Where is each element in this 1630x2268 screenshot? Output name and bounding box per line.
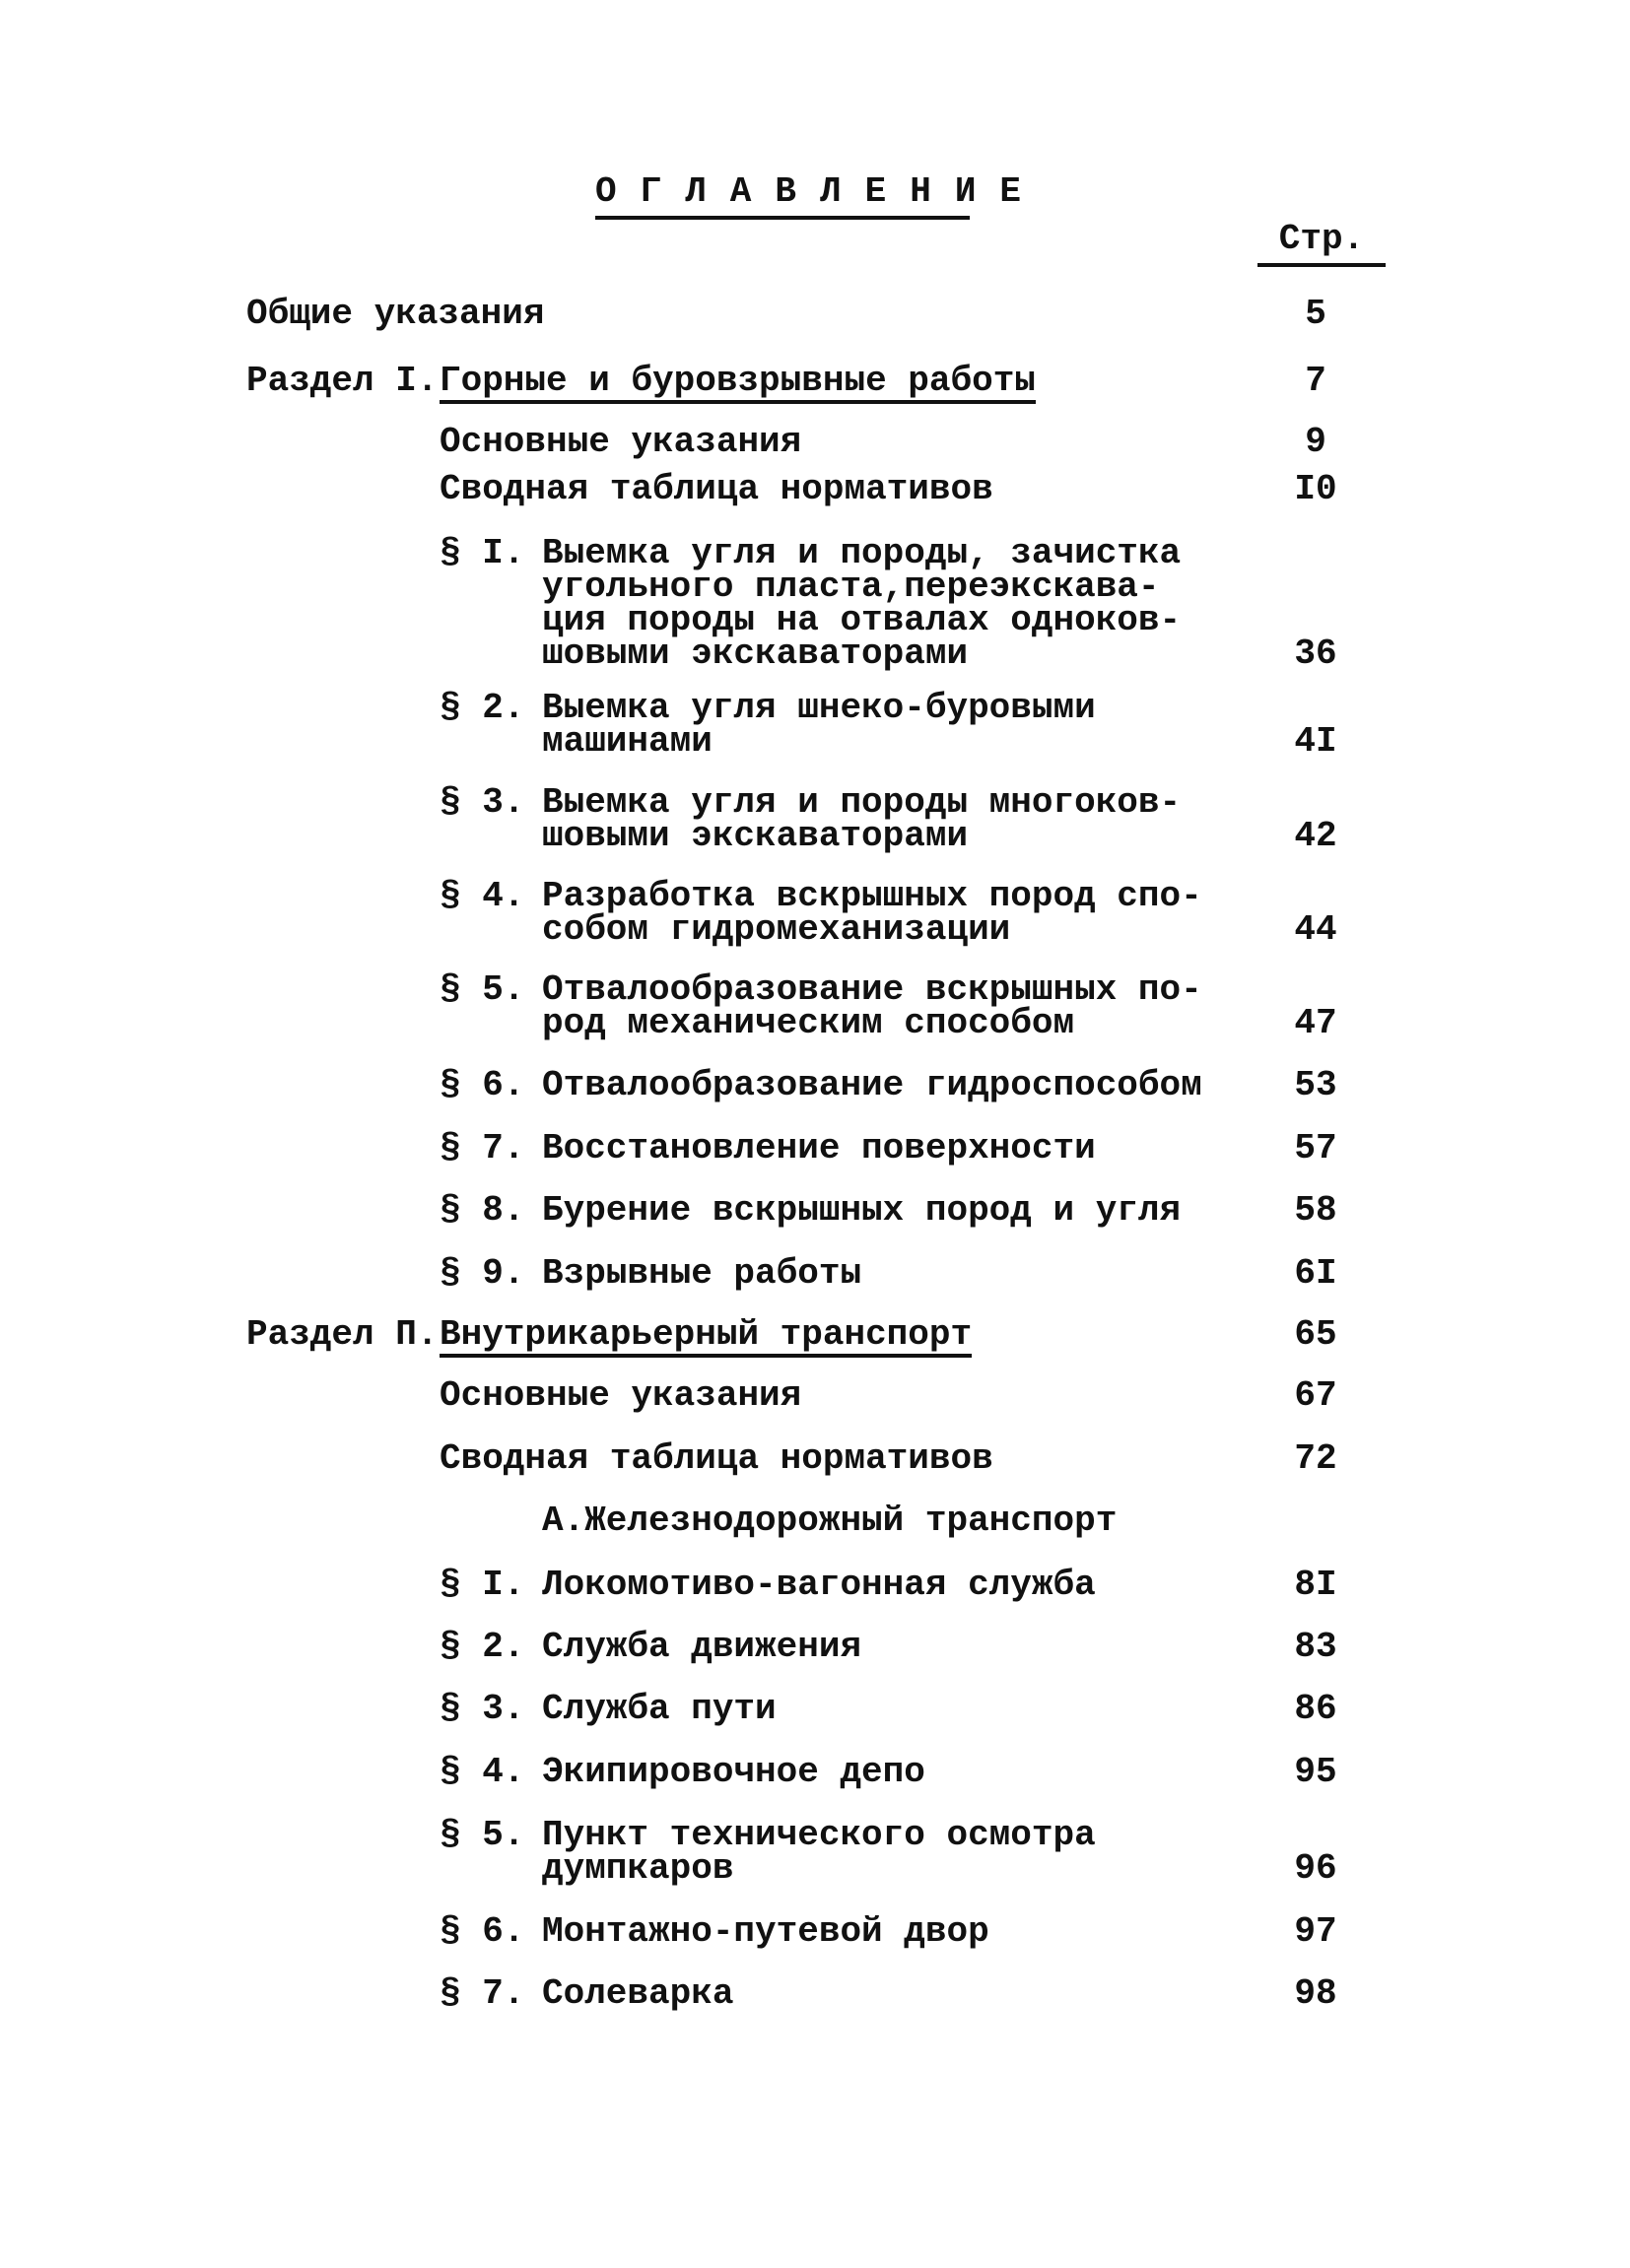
toc-entry-text: Выемка угля и породы, зачистка угольного пласта,переэкскава- ция породы на отвалах одноков- шовыми экскаваторами bbox=[542, 533, 1182, 674]
paragraph-symbol: § 3. bbox=[440, 782, 525, 823]
toc-page-number: 44 bbox=[1294, 909, 1337, 950]
paragraph-symbol: § 4. bbox=[440, 1752, 525, 1792]
paragraph-symbol: § 8. bbox=[440, 1190, 525, 1231]
page-title: ОГЛАВЛЕНИЕ bbox=[595, 171, 970, 220]
paragraph-symbol: § 6. bbox=[440, 1065, 525, 1105]
paragraph-symbol: § I. bbox=[440, 1565, 525, 1605]
toc-page-number: 65 bbox=[1294, 1314, 1337, 1355]
toc-page-number: 98 bbox=[1294, 1973, 1337, 2014]
toc-page-number: 53 bbox=[1294, 1065, 1337, 1105]
toc-entry-text: Общие указания bbox=[246, 294, 545, 334]
toc-page-number: 97 bbox=[1294, 1911, 1337, 1952]
toc-page-number: 9 bbox=[1305, 422, 1326, 462]
toc-page-number: 58 bbox=[1294, 1190, 1337, 1231]
group-heading-text: А.Железнодорожный транспорт bbox=[542, 1501, 1118, 1541]
paragraph-symbol: § I. bbox=[440, 533, 525, 573]
toc-page-number: 96 bbox=[1294, 1848, 1337, 1889]
toc-entry-text: Отвалообразование вскрышных по- род механическим способом bbox=[542, 969, 1202, 1043]
paragraph-symbol: § 2. bbox=[440, 688, 525, 728]
paragraph-symbol: § 9. bbox=[440, 1253, 525, 1294]
toc-entry-text: Сводная таблица нормативов bbox=[440, 1438, 993, 1479]
toc-page-number: 86 bbox=[1294, 1689, 1337, 1729]
section-title: Внутрикарьерный транспорт bbox=[440, 1318, 972, 1358]
toc-entry-text: Взрывные работы bbox=[542, 1253, 862, 1294]
toc-page-number: 57 bbox=[1294, 1128, 1337, 1168]
toc-page-number: 95 bbox=[1294, 1752, 1337, 1792]
paragraph-symbol: § 3. bbox=[440, 1689, 525, 1729]
toc-page-number: 8I bbox=[1294, 1565, 1337, 1605]
toc-entry-text: Основные указания bbox=[440, 422, 802, 462]
toc-page-number: 83 bbox=[1294, 1627, 1337, 1667]
toc-entry-text: Отвалообразование гидроспособом bbox=[542, 1065, 1202, 1105]
toc-page-number: I0 bbox=[1294, 469, 1337, 509]
toc-entry-text: Выемка угля и породы многоков- шовыми экскаваторами bbox=[542, 782, 1182, 856]
toc-page-number: 4I bbox=[1294, 721, 1337, 762]
paragraph-symbol: § 7. bbox=[440, 1128, 525, 1168]
toc-entry-text: Пункт технического осмотра думпкаров bbox=[542, 1815, 1096, 1889]
section-label: Раздел П. bbox=[246, 1314, 439, 1355]
toc-page-number: 42 bbox=[1294, 816, 1337, 856]
section-title: Горные и буровзрывные работы bbox=[440, 365, 1036, 404]
paragraph-symbol: § 2. bbox=[440, 1627, 525, 1667]
toc-entry-text: Солеварка bbox=[542, 1973, 734, 2014]
toc-page-number: 6I bbox=[1294, 1253, 1337, 1294]
section-label: Раздел I. bbox=[246, 361, 439, 401]
toc-page-number: 5 bbox=[1305, 294, 1326, 334]
page-column-header: Стр. bbox=[1257, 219, 1386, 267]
toc-page-number: 36 bbox=[1294, 634, 1337, 674]
toc-entry-text: Сводная таблица нормативов bbox=[440, 469, 993, 509]
paragraph-symbol: § 4. bbox=[440, 876, 525, 916]
toc-entry-text: Восстановление поверхности bbox=[542, 1128, 1096, 1168]
paragraph-symbol: § 5. bbox=[440, 1815, 525, 1855]
toc-entry-text: Монтажно-путевой двор bbox=[542, 1911, 989, 1952]
toc-entry-text: Служба движения bbox=[542, 1627, 862, 1667]
toc-page-number: 47 bbox=[1294, 1003, 1337, 1043]
toc-entry-text: Выемка угля шнеко-буровыми машинами bbox=[542, 688, 1096, 762]
toc-page-number: 7 bbox=[1305, 361, 1326, 401]
toc-entry-text: Основные указания bbox=[440, 1375, 802, 1416]
paragraph-symbol: § 5. bbox=[440, 969, 525, 1010]
paragraph-symbol: § 7. bbox=[440, 1973, 525, 2014]
toc-page-number: 67 bbox=[1294, 1375, 1337, 1416]
toc-entry-text: Служба пути bbox=[542, 1689, 777, 1729]
toc-entry-text: Разработка вскрышных пород спо- собом гидромеханизации bbox=[542, 876, 1202, 950]
paragraph-symbol: § 6. bbox=[440, 1911, 525, 1952]
toc-entry-text: Экипировочное депо bbox=[542, 1752, 925, 1792]
toc-entry-text: Локомотиво-вагонная служба bbox=[542, 1565, 1096, 1605]
toc-entry-text: Бурение вскрышных пород и угля bbox=[542, 1190, 1182, 1231]
toc-page-number: 72 bbox=[1294, 1438, 1337, 1479]
